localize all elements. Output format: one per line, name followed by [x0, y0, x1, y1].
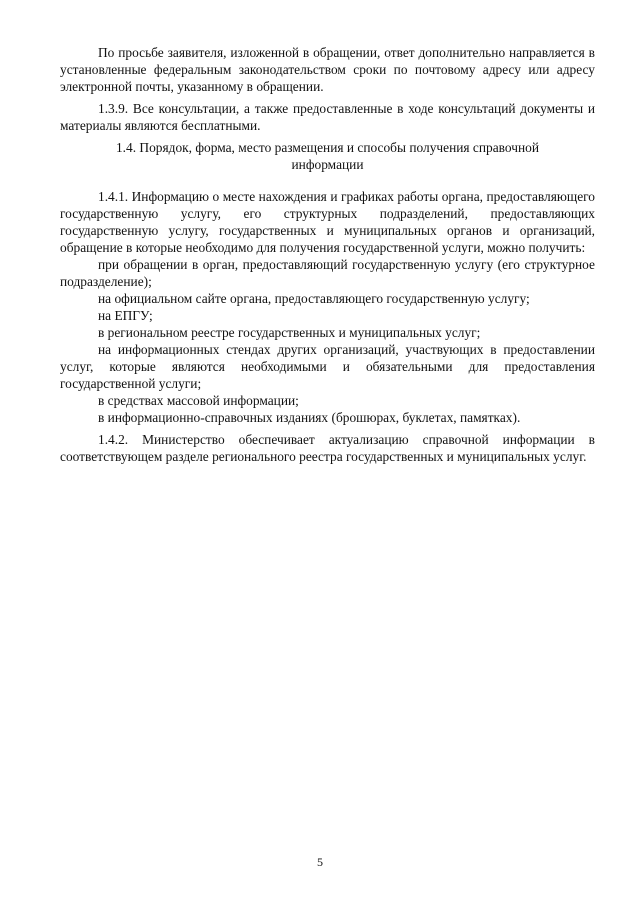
section-heading-1-4: 1.4. Порядок, форма, место размещения и способы получения справочной информации: [115, 140, 540, 172]
list-item-publications: в информационно-справочных изданиях (брошюрах, буклетах, памятках).: [98, 410, 521, 425]
list-item-in-person: при обращении в орган, предоставляющий государственную услугу (его структурное подразделение);: [60, 257, 595, 289]
list-item-epgu: на ЕПГУ;: [98, 308, 153, 323]
document-page: [60, 44, 595, 465]
list-item-official-site: на официальном сайте органа, предоставляющего государственную услугу;: [98, 291, 530, 306]
page-number: 5: [317, 855, 323, 869]
paragraph-1-4-1: 1.4.1. Информацию о месте нахождения и графиках работы органа, предоставляющего государственную услугу, его структурных подразделений, предоставляющих государственную услугу, государственных и муниципальных органов и организаций, обращение в которые необходимо для получения государственной услуги, можно получить:: [60, 189, 595, 255]
paragraph-1-3-9: 1.3.9. Все консультации, а также предоставленные в ходе консультаций документы и материалы являются бесплатными.: [60, 101, 595, 133]
paragraph-reply-by-mail: По просьбе заявителя, изложенной в обращении, ответ дополнительно направляется в установленные федеральным законодательством сроки по почтовому адресу или адресу электронной почты, указанному в обращении.: [60, 45, 595, 94]
list-item-regional-registry: в региональном реестре государственных и муниципальных услуг;: [98, 325, 481, 340]
list-item-mass-media: в средствах массовой информации;: [98, 393, 299, 408]
list-item-info-stands: на информационных стендах других организаций, участвующих в предоставлении услуг, которые являются необходимыми и обязательными для предоставления государственной услуги;: [60, 342, 595, 391]
paragraph-1-4-2: 1.4.2. Министерство обеспечивает актуализацию справочной информации в соответствующем разделе регионального реестра государственных и муниципальных услуг.: [60, 432, 595, 464]
